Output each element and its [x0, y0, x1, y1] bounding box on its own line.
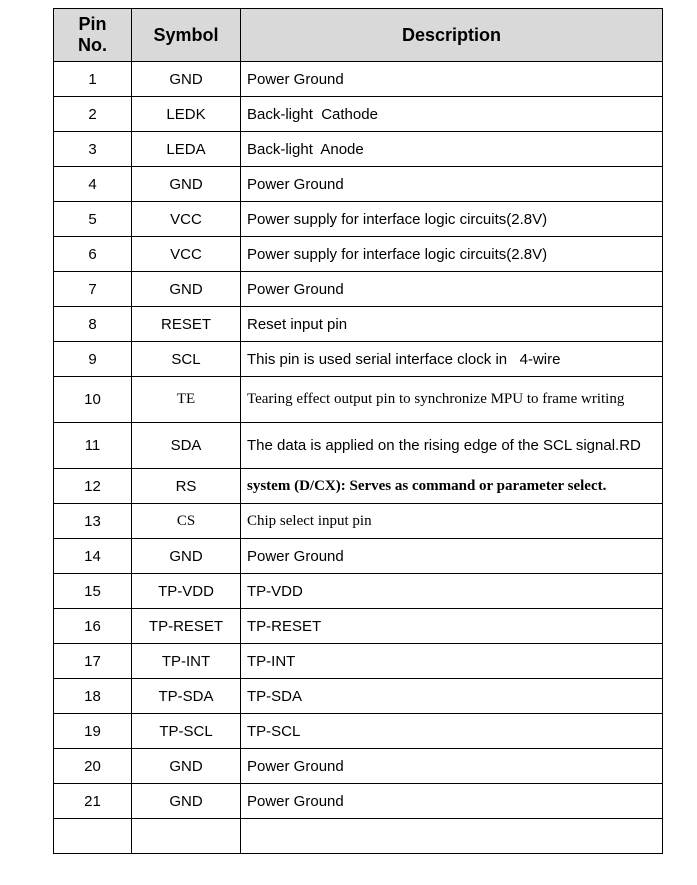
description-cell — [241, 749, 663, 784]
pin-number-cell: 20 — [54, 749, 132, 784]
description-cell — [241, 679, 663, 714]
table-row — [54, 574, 663, 609]
table-row — [54, 504, 663, 539]
symbol-cell: CS — [132, 504, 241, 539]
description-cell — [241, 504, 663, 539]
table-row — [54, 272, 663, 307]
description-text: TP-SDA — [247, 687, 303, 705]
pin-number-cell: 12 — [54, 469, 132, 504]
pin-number-cell: 2 — [54, 97, 132, 132]
symbol-cell: VCC — [132, 237, 241, 272]
table-row — [54, 749, 663, 784]
pin-number-cell: 17 — [54, 644, 132, 679]
symbol-cell: GND — [132, 749, 241, 784]
symbol-cell: GND — [132, 272, 241, 307]
header-description: Description — [241, 9, 663, 62]
table-row — [54, 679, 663, 714]
pin-number-cell: 8 — [54, 307, 132, 342]
pin-number-cell: 21 — [54, 784, 132, 819]
pin-number-cell: 9 — [54, 342, 132, 377]
symbol-cell: GND — [132, 539, 241, 574]
pin-number-cell: 15 — [54, 574, 132, 609]
table-row — [54, 423, 663, 469]
table-row — [54, 307, 663, 342]
pin-number-cell: 10 — [54, 377, 132, 423]
description-text: Back-light Anode — [247, 140, 364, 158]
pin-number-cell: 13 — [54, 504, 132, 539]
symbol-cell: GND — [132, 62, 241, 97]
pin-number-cell: 5 — [54, 202, 132, 237]
header-pin-line2: No. — [78, 35, 107, 55]
table-row — [54, 62, 663, 97]
description-cell — [241, 574, 663, 609]
description-text: Power Ground — [247, 70, 344, 88]
symbol-cell: RS — [132, 469, 241, 504]
description-text: TP-SCL — [247, 722, 301, 740]
description-text: Power Ground — [247, 280, 344, 298]
symbol-cell: TP-VDD — [132, 574, 241, 609]
description-cell — [241, 202, 663, 237]
description-text: Chip select input pin — [247, 512, 372, 529]
empty-cell — [54, 819, 132, 854]
description-text: This pin is used serial interface clock in 4-wire — [247, 350, 561, 368]
description-cell — [241, 784, 663, 819]
table-header-row — [54, 9, 663, 62]
description-cell — [241, 469, 663, 504]
symbol-cell: LEDA — [132, 132, 241, 167]
table-row — [54, 714, 663, 749]
pin-number-cell: 16 — [54, 609, 132, 644]
description-text: The data is applied on the rising edge of the SCL signal.RD — [247, 437, 641, 454]
table-row — [54, 342, 663, 377]
description-text: Power Ground — [247, 175, 344, 193]
pin-number-cell: 6 — [54, 237, 132, 272]
symbol-cell: GND — [132, 167, 241, 202]
header-pin-line1: Pin — [78, 14, 107, 34]
pin-number-cell: 3 — [54, 132, 132, 167]
pin-number-cell: 4 — [54, 167, 132, 202]
symbol-cell: VCC — [132, 202, 241, 237]
table-row — [54, 202, 663, 237]
description-cell — [241, 62, 663, 97]
symbol-cell: RESET — [132, 307, 241, 342]
table-row — [54, 97, 663, 132]
description-cell — [241, 97, 663, 132]
description-cell — [241, 272, 663, 307]
description-cell — [241, 644, 663, 679]
pin-number-cell: 11 — [54, 423, 132, 469]
description-text: system (D/CX): Serves as command or parameter select. — [247, 477, 607, 494]
description-cell — [241, 539, 663, 574]
pin-definition-table — [53, 8, 663, 854]
description-text: TP-INT — [247, 652, 296, 670]
description-cell — [241, 237, 663, 272]
description-text: Power Ground — [247, 547, 344, 565]
description-text: Reset input pin — [247, 315, 348, 333]
pin-number-cell: 1 — [54, 62, 132, 97]
table-row — [54, 167, 663, 202]
description-text: Power supply for interface logic circuits(2.8V) — [247, 245, 548, 263]
symbol-cell: SDA — [132, 423, 241, 469]
symbol-cell: TP-RESET — [132, 609, 241, 644]
table-row — [54, 784, 663, 819]
symbol-cell: GND — [132, 784, 241, 819]
description-cell — [241, 609, 663, 644]
header-pin-no — [54, 9, 132, 62]
table-row — [54, 237, 663, 272]
table-row — [54, 377, 663, 423]
description-cell — [241, 423, 663, 469]
description-cell — [241, 307, 663, 342]
description-cell — [241, 377, 663, 423]
description-cell — [241, 714, 663, 749]
table-row — [54, 609, 663, 644]
symbol-cell: TE — [132, 377, 241, 423]
symbol-cell: TP-SCL — [132, 714, 241, 749]
pin-number-cell: 14 — [54, 539, 132, 574]
table-row — [54, 469, 663, 504]
pin-number-cell: 19 — [54, 714, 132, 749]
description-text: TP-RESET — [247, 617, 322, 635]
table-row — [54, 539, 663, 574]
table-row — [54, 132, 663, 167]
description-text: Tearing effect output pin to synchronize MPU to frame writing — [247, 391, 625, 407]
table-row-empty — [54, 819, 663, 854]
description-cell — [241, 167, 663, 202]
description-cell — [241, 342, 663, 377]
description-text: Back-light Cathode — [247, 105, 378, 123]
table-row — [54, 644, 663, 679]
pin-number-cell: 7 — [54, 272, 132, 307]
description-text: Power supply for interface logic circuits(2.8V) — [247, 210, 548, 228]
empty-cell — [241, 819, 663, 854]
description-text: Power Ground — [247, 792, 344, 810]
empty-cell — [132, 819, 241, 854]
symbol-cell: TP-SDA — [132, 679, 241, 714]
symbol-cell: LEDK — [132, 97, 241, 132]
description-text: TP-VDD — [247, 582, 303, 600]
symbol-cell: SCL — [132, 342, 241, 377]
header-symbol: Symbol — [132, 9, 241, 62]
symbol-cell: TP-INT — [132, 644, 241, 679]
description-text: Power Ground — [247, 757, 344, 775]
pin-number-cell: 18 — [54, 679, 132, 714]
description-cell — [241, 132, 663, 167]
